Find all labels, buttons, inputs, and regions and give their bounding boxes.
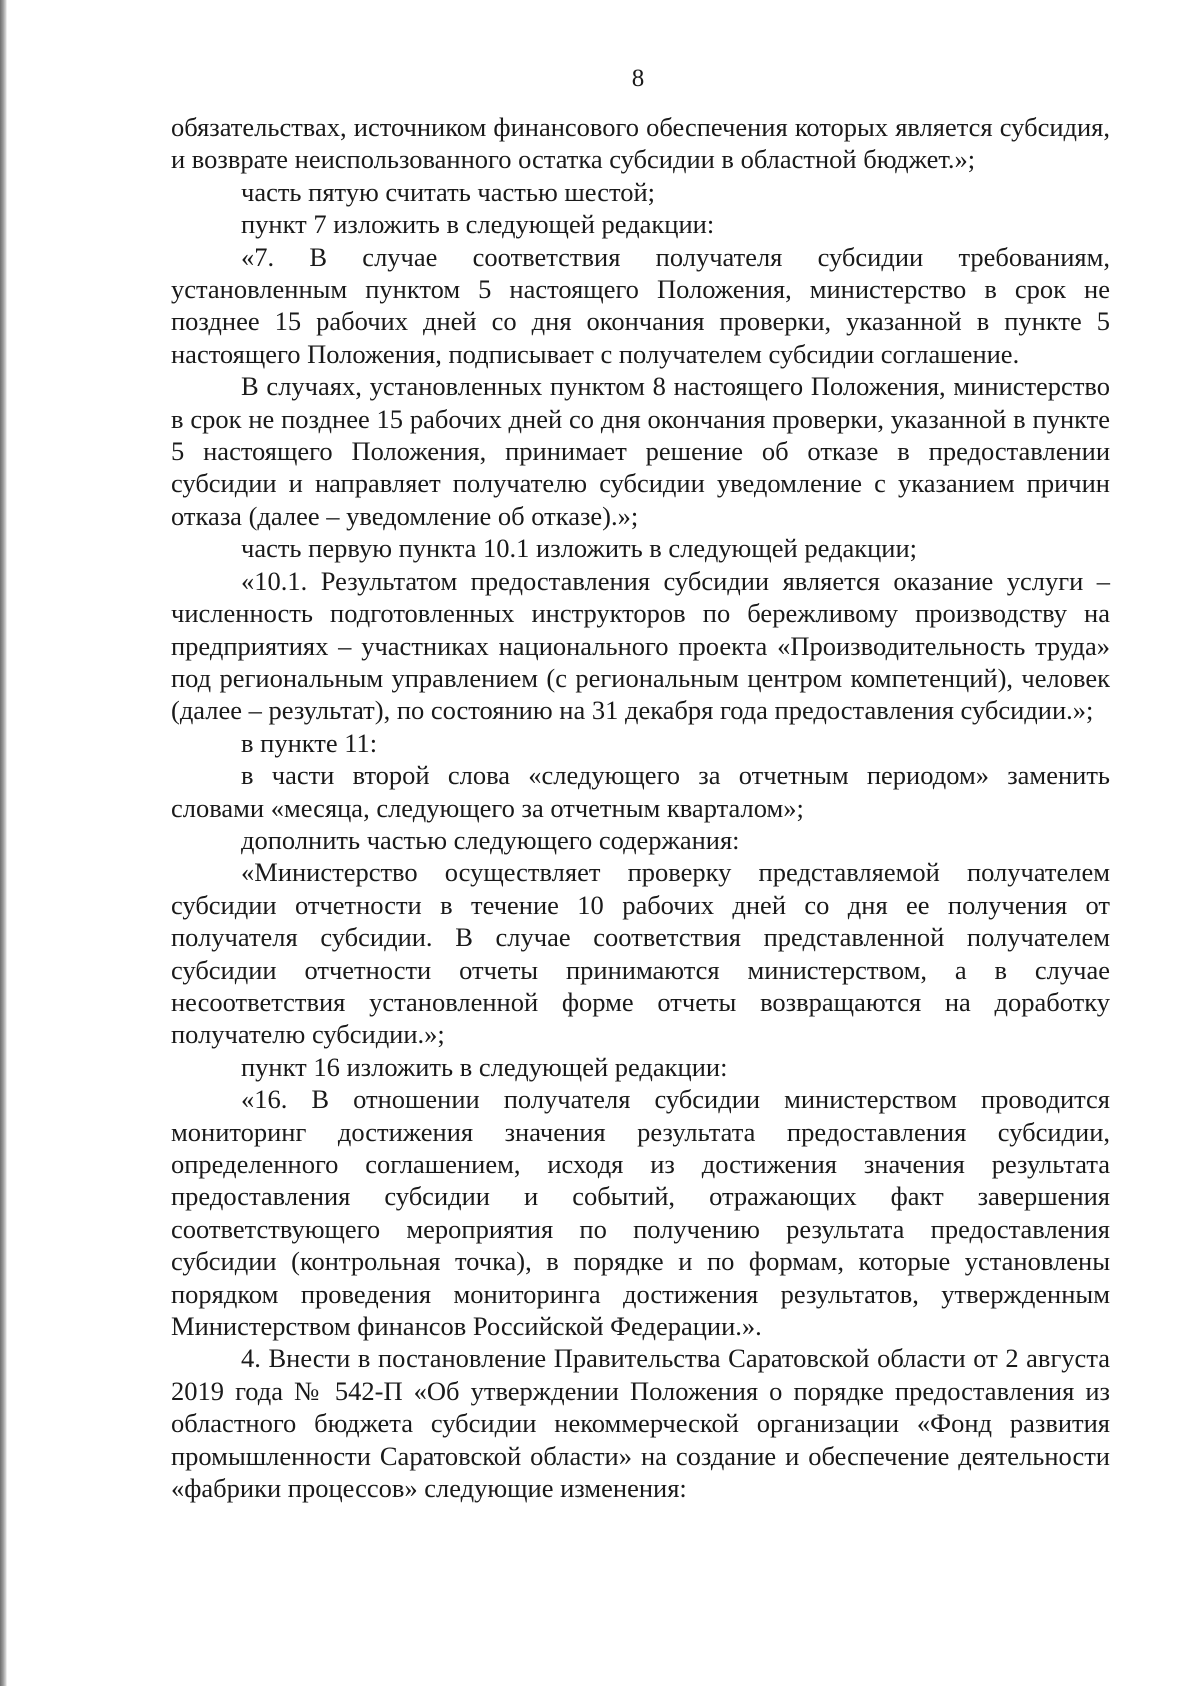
paragraph: «10.1. Результатом предоставления субсидии является оказание услуги – численность подготовленных инструкторов по бережливому производству на предприятиях – участниках национального проекта «Производительность труда» под региональным управлением (с региональным центром компетенций), человек (далее – результат), по состоянию на 31 декабря года предоставления субсидии.»; [171, 565, 1110, 726]
paragraph: дополнить частью следующего содержания: [241, 824, 740, 855]
paragraph: 4. Внести в постановление Правительства Саратовской области от 2 августа 2019 года № 542-П «Об утверждении Положения о порядке предоставления из областного бюджета субсидии некоммерческой организации «Фонд развития промышленности Саратовской области» на создание и обеспечение деятельности «фабрики процессов» следующие изменения: [171, 1343, 1110, 1504]
paragraph: «7. В случае соответствия получателя субсидии требованиям, установленным пунктом 5 настоящего Положения, министерство в срок не позднее 15 рабочих дней со дня окончания проверки, указанной в пункте 5 настоящего Положения, подписывает с получателем субсидии соглашение. [171, 241, 1110, 369]
paragraph: часть первую пункта 10.1 изложить в следующей редакции; [241, 533, 918, 564]
page-number: 8 [631, 65, 645, 92]
paragraph: «16. В отношении получателя субсидии министерством проводится мониторинг достижения значения результата предоставления субсидии, определенного соглашением, исходя из достижения значения результата предоставления субсидии и событий, отражающих факт завершения соответствующего мероприятия по получению результата предоставления субсидии (контрольная точка), в порядке и по формам, которые установлены порядком проведения мониторинга достижения результатов, утвержденным Министерством финансов Российской Федерации.». [171, 1084, 1110, 1342]
paragraph: пункт 7 изложить в следующей редакции: [241, 209, 715, 240]
paragraph: «Министерство осуществляет проверку представляемой получателем субсидии отчетности в течение 10 рабочих дней со дня ее получения от получателя субсидии. В случае соответствия представленной получателем субсидии отчетности отчеты принимаются министерством, а в случае несоответствия установленной форме отчеты возвращаются на доработку получателю субсидии.»; [171, 857, 1110, 1050]
paragraph: часть пятую считать частью шестой; [241, 176, 655, 207]
paragraph: В случаях, установленных пунктом 8 настоящего Положения, министерство в срок не позднее 15 рабочих дней со дня окончания проверки, указанной в пункте 5 настоящего Положения, принимает решение об отказе в предоставлении субсидии и направляет получателю субсидии уведомление с указанием причин отказа (далее – уведомление об отказе).»; [171, 371, 1110, 531]
paragraph: в пункте 11: [241, 727, 378, 758]
paragraph: в части второй слова «следующего за отчетным периодом» заменить словами «месяца, следующего за отчетным кварталом»; [171, 760, 1110, 823]
paragraph-continuation: обязательствах, источником финансового обеспечения которых является субсидия, и возврате неиспользованного остатка субсидии в областной бюджет.»; [171, 112, 1110, 175]
document-body [171, 111, 1110, 1504]
paragraph: пункт 16 изложить в следующей редакции: [241, 1051, 728, 1082]
scan-edge [0, 0, 7, 1686]
